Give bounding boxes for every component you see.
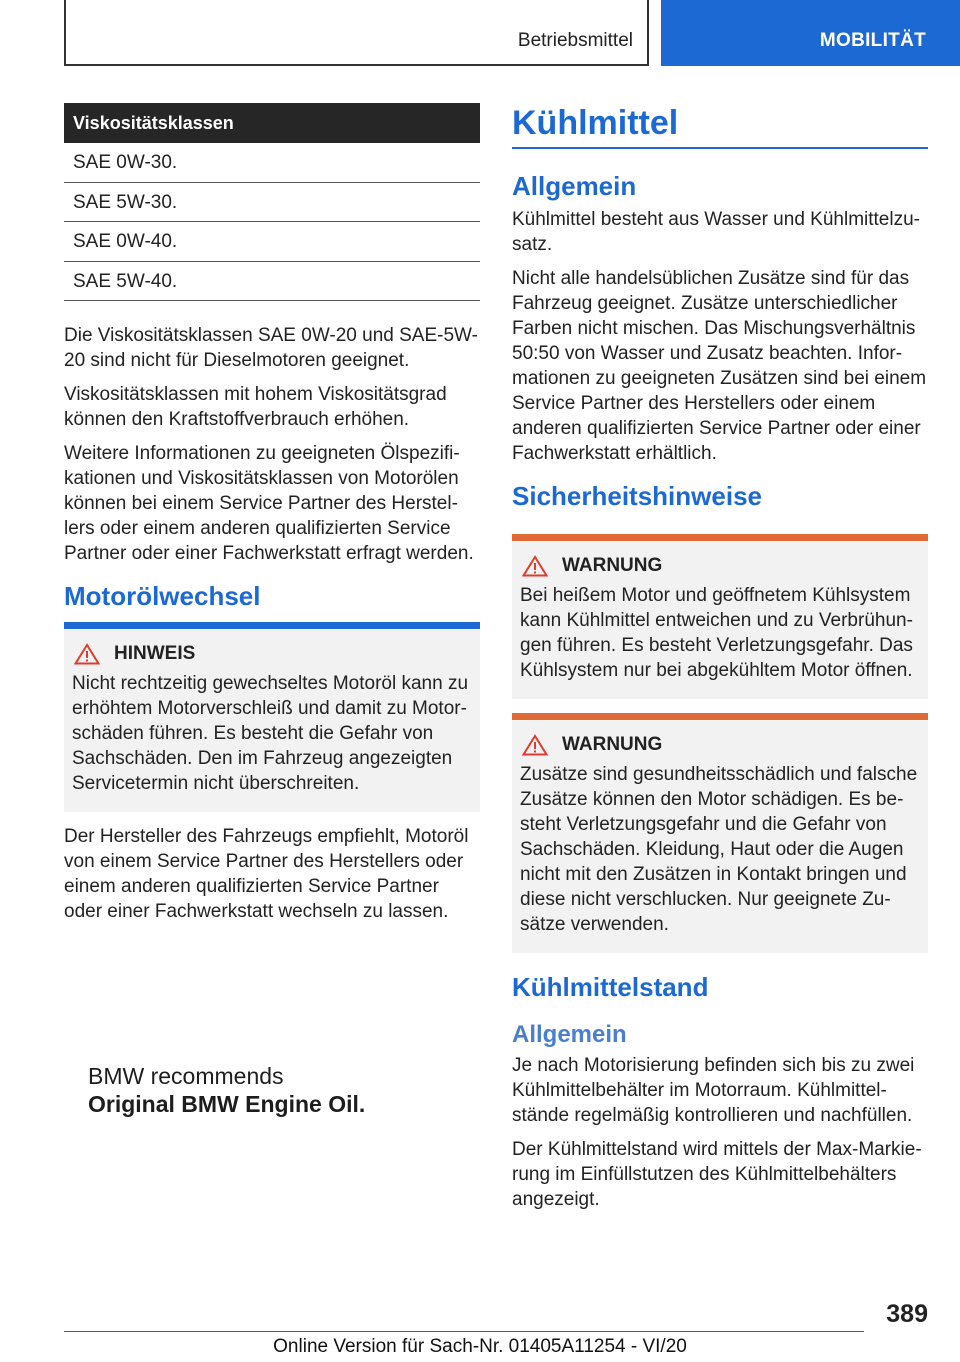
header-chapter-box <box>661 0 960 66</box>
safety-heading: Sicherheitshinweise <box>512 481 762 511</box>
coolant-level-heading: Kühlmittelstand <box>512 972 709 1002</box>
warning-triangle-icon <box>522 734 548 756</box>
bmw-oil-logo <box>88 1062 365 1118</box>
warning-title: WARNUNG <box>562 555 663 576</box>
warning-text: Zusätze sind gesundheitsschädlich und falsche Zusätze können den Motor schädigen. Es besteht Verletzungsgefahr und die Gefahr von Sachschäden. Kleidung, Haut oder die Augen nicht mit den Zusätzen in Kontakt bringen und diese nicht verschlucken. Nur geeignete Zusätze verwenden. <box>520 764 918 935</box>
notice-text: Nicht rechtzeitig gewechseltes Motoröl kann zu erhöhtem Motorverschleiß und damit zu Motorschäden führen. Es besteht die Gefahr von Sachschäden. Den im Fahrzeug angezeigten Servicetermin nicht überschreiten. <box>72 673 469 794</box>
notice-box <box>64 629 480 812</box>
logo-line-2: Original BMW Engine Oil. <box>88 1091 366 1117</box>
paragraph: Der Hersteller des Fahrzeugs empfiehlt, Motoröl von einem Service Partner des Herstellers oder einem anderen qualifizierten Service Partner oder einer Fachwerkstatt wechseln zu lassen. <box>64 826 469 922</box>
warning-title-row <box>520 734 920 756</box>
table-row: SAE 0W-30. <box>64 143 480 183</box>
warning-title-row <box>520 555 920 577</box>
warning-triangle-icon <box>74 643 100 665</box>
paragraph: Der Kühlmittelstand wird mittels der Max-Markierung im Einfüllstutzen des Kühlmittelbehälters angezeigt. <box>512 1139 922 1210</box>
oil-change-heading: Motorölwechsel <box>64 581 261 611</box>
table-row: SAE 5W-30. <box>64 183 480 223</box>
left-column <box>64 103 480 933</box>
header-section-box <box>64 0 649 66</box>
header-chapter-title: MOBILITÄT <box>819 30 926 51</box>
paragraph: Weitere Informationen zu geeigneten Ölspezifikationen und Viskositätsklassen von Motorölen können bei einem Service Partner des Herstellers oder einem anderen qualifizierten Service Partner oder einer Fachwerkstatt erfragt werden. <box>64 443 474 564</box>
paragraph: Kühlmittel besteht aus Wasser und Kühlmittelzusatz. <box>512 209 920 255</box>
general-heading: Allgemein <box>512 171 637 201</box>
paragraph: Viskositätsklassen mit hohem Viskositätsgrad können den Kraftstoffverbrauch erhöhen. <box>64 384 447 430</box>
paragraph: Je nach Motorisierung befinden sich bis zu zwei Kühlmittelbehälter im Motorraum. Kühlmittelstände regelmäßig kontrollieren und nachfüllen. <box>512 1055 915 1126</box>
footer-divider <box>64 1331 864 1332</box>
warning-box <box>512 720 928 953</box>
warning-top-bar <box>512 534 928 541</box>
notice-title: HINWEIS <box>114 643 196 664</box>
warning-box <box>512 541 928 699</box>
warning-triangle-icon <box>522 555 548 577</box>
table-row: SAE 0W-40. <box>64 222 480 262</box>
paragraph: Nicht alle handelsüblichen Zusätze sind für das Fahrzeug geeignet. Zusätze unterschiedlicher Farben nicht mischen. Das Mischungsverhältnis 50:50 von Wasser und Zusatz beachten. Informationen zu geeigneten Zusätzen sind bei einem Service Partner des Herstellers oder einem anderen qualifizierten Service Partner oder einer Fachwerkstatt erhältlich. <box>512 268 927 464</box>
warning-title: WARNUNG <box>562 734 663 755</box>
notice-title-row <box>72 643 472 665</box>
warning-text: Bei heißem Motor und geöffnetem Kühlsystem kann Kühlmittel entweichen und zu Verbrühungen führen. Es besteht Verletzungsgefahr. Das Kühlsystem nur bei abgekühltem Motor öffnen. <box>520 585 913 681</box>
header-section-title: Betriebsmittel <box>517 30 633 51</box>
warning-top-bar <box>512 713 928 720</box>
paragraph: Die Viskositätsklassen SAE 0W-20 und SAE-5W-20 sind nicht für Dieselmotoren geeignet. <box>64 325 478 371</box>
footer-text: Online Version für Sach-Nr. 01405A11254 - VI/20 <box>273 1336 687 1357</box>
table-row: SAE 5W-40. <box>64 262 480 302</box>
coolant-level-subheading: Allgemein <box>512 1021 627 1048</box>
viscosity-table-header: Viskositätsklassen <box>64 103 480 143</box>
logo-line-1: BMW recommends <box>88 1063 284 1089</box>
notice-top-bar <box>64 622 480 629</box>
right-column <box>512 103 928 1221</box>
page-number: 389 <box>886 1300 928 1328</box>
coolant-title: Kühlmittel <box>512 103 928 149</box>
viscosity-table <box>64 103 480 301</box>
